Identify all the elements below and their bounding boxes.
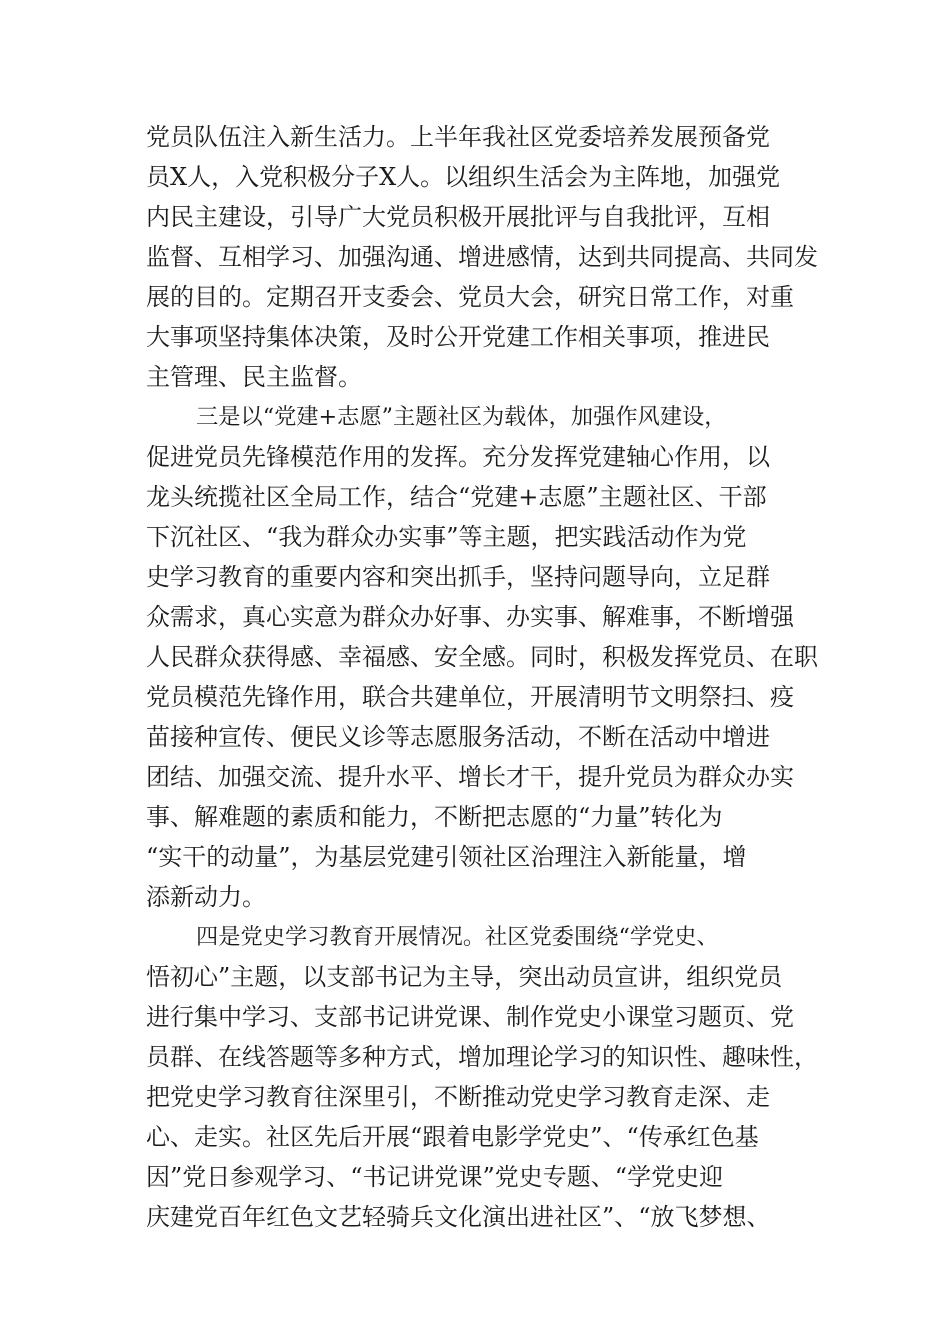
text-line: 员X人，入党积极分子X人。以组织生活会为主阵地，加强党 — [146, 163, 781, 191]
text-line: 党员队伍注入新生活力。上半年我社区党委培养发展预备党 — [146, 123, 770, 151]
text-line: 把党史学习教育往深里引，不断推动党史学习教育走深、走 — [146, 1083, 770, 1111]
text-line: 添新动力。 — [146, 883, 266, 911]
text-line: 因”党日参观学习、“书记讲党课”党史专题、“学党史迎 — [146, 1163, 724, 1191]
text-line: “实干的动量”，为基层党建引领社区治理注入新能量，增 — [146, 843, 747, 871]
text-line: 大事项坚持集体决策，及时公开党建工作相关事项，推进民 — [146, 323, 770, 351]
text-line: 众需求，真心实意为群众办好事、办实事、解难事，不断增强 — [146, 603, 794, 631]
text-line: 团结、加强交流、提升水平、增长才干，提升党员为群众办实 — [146, 763, 794, 791]
paragraph-start: 四是党史学习教育开展情况。社区党委围绕“学党史、 — [196, 924, 719, 950]
text-line: 悟初心”主题，以支部书记为主导，突出动员宣讲，组织党员 — [146, 963, 783, 991]
text-line: 党员模范先锋作用，联合共建单位，开展清明节文明祭扫、疫 — [146, 683, 794, 711]
text-line: 心、走实。社区先后开展“跟着电影学党史”、“传承红色基 — [146, 1123, 759, 1151]
text-line: 促进党员先锋模范作用的发挥。充分发挥党建轴心作用，以 — [146, 443, 770, 471]
text-line: 主管理、民主监督。 — [146, 363, 362, 391]
text-line: 史学习教育的重要内容和突出抓手，坚持问题导向，立足群 — [146, 563, 770, 591]
text-line: 监督、互相学习、加强沟通、增进感情，达到共同提高、共同发 — [146, 243, 818, 271]
text-line: 人民群众获得感、幸福感、安全感。同时，积极发挥党员、在职 — [146, 643, 818, 671]
text-line: 员群、在线答题等多种方式，增加理论学习的知识性、趣味性， — [146, 1043, 818, 1071]
text-line: 事、解难题的素质和能力，不断把志愿的“力量”转化为 — [146, 803, 723, 831]
text-line: 展的目的。定期召开支委会、党员大会，研究日常工作，对重 — [146, 283, 794, 311]
text-line: 苗接种宣传、便民义诊等志愿服务活动，不断在活动中增进 — [146, 723, 770, 751]
text-line: 下沉社区、“我为群众办实事”等主题，把实践活动作为党 — [146, 523, 747, 551]
text-line: 龙头统揽社区全局工作，结合“党建+志愿”主题社区、干部 — [146, 483, 767, 511]
text-line: 内民主建设，引导广大党员积极开展批评与自我批评，互相 — [146, 203, 770, 231]
text-line: 进行集中学习、支部书记讲党课、制作党史小课堂习题页、党 — [146, 1003, 794, 1031]
text-line: 庆建党百年红色文艺轻骑兵文化演出进社区”、“放飞梦想、 — [146, 1203, 771, 1231]
paragraph-start: 三是以“党建+志愿”主题社区为载体，加强作风建设， — [196, 404, 727, 430]
